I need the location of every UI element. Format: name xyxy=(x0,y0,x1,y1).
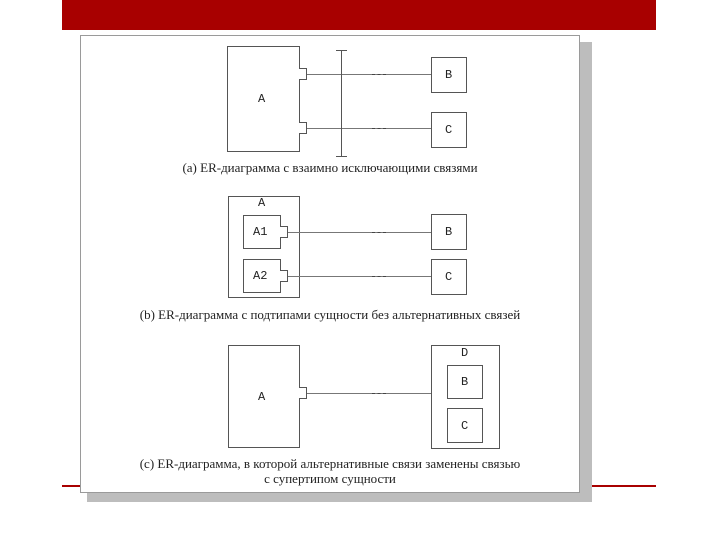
relationship-line-a2c xyxy=(288,276,431,277)
connector-a2c xyxy=(280,270,288,282)
optional-mark-a2c xyxy=(372,276,386,278)
entity-c-label: C xyxy=(445,123,453,137)
optional-mark-ad xyxy=(372,393,386,395)
entity-a-label: A xyxy=(258,196,266,210)
entity-c-label: C xyxy=(445,270,453,284)
entity-b-label: B xyxy=(445,68,453,82)
caption-a: (a) ER-диаграмма с взаимно исключающими связями xyxy=(182,160,478,175)
connector-ac xyxy=(299,122,307,134)
entity-a-label: A xyxy=(258,390,266,404)
subtype-a1-label: A1 xyxy=(253,225,268,239)
subtype-b-label: B xyxy=(461,375,469,389)
relationship-line-ac xyxy=(307,128,431,129)
exclusive-arc xyxy=(341,50,342,156)
optional-mark-ac xyxy=(372,128,386,130)
connector-ad xyxy=(299,387,307,399)
title-bar xyxy=(62,0,656,30)
caption-c-line2: с супертипом сущности xyxy=(264,471,396,486)
relationship-line-ab xyxy=(307,74,431,75)
entity-b-label: B xyxy=(445,225,453,239)
exclusive-arc-cap-bottom xyxy=(336,156,347,157)
entity-a-label: A xyxy=(258,92,266,106)
exclusive-arc-cap-top xyxy=(336,50,347,51)
subtype-c-label: C xyxy=(461,419,469,433)
optional-mark-a1b xyxy=(372,232,386,234)
connector-ab xyxy=(299,68,307,80)
caption-c-line1: (c) ER-диаграмма, в которой альтернативные связи заменены связью xyxy=(139,456,521,471)
subtype-a2-label: A2 xyxy=(253,269,268,283)
footer-line-right xyxy=(590,485,656,487)
relationship-line-a1b xyxy=(288,232,431,233)
connector-a1b xyxy=(280,226,288,238)
caption-b: (b) ER-диаграмма с подтипами сущности без альтернативных связей xyxy=(139,307,521,322)
optional-mark-ab xyxy=(372,74,386,76)
figure-panel xyxy=(80,35,580,493)
relationship-line-ad xyxy=(307,393,431,394)
supertype-d-label: D xyxy=(461,346,469,360)
